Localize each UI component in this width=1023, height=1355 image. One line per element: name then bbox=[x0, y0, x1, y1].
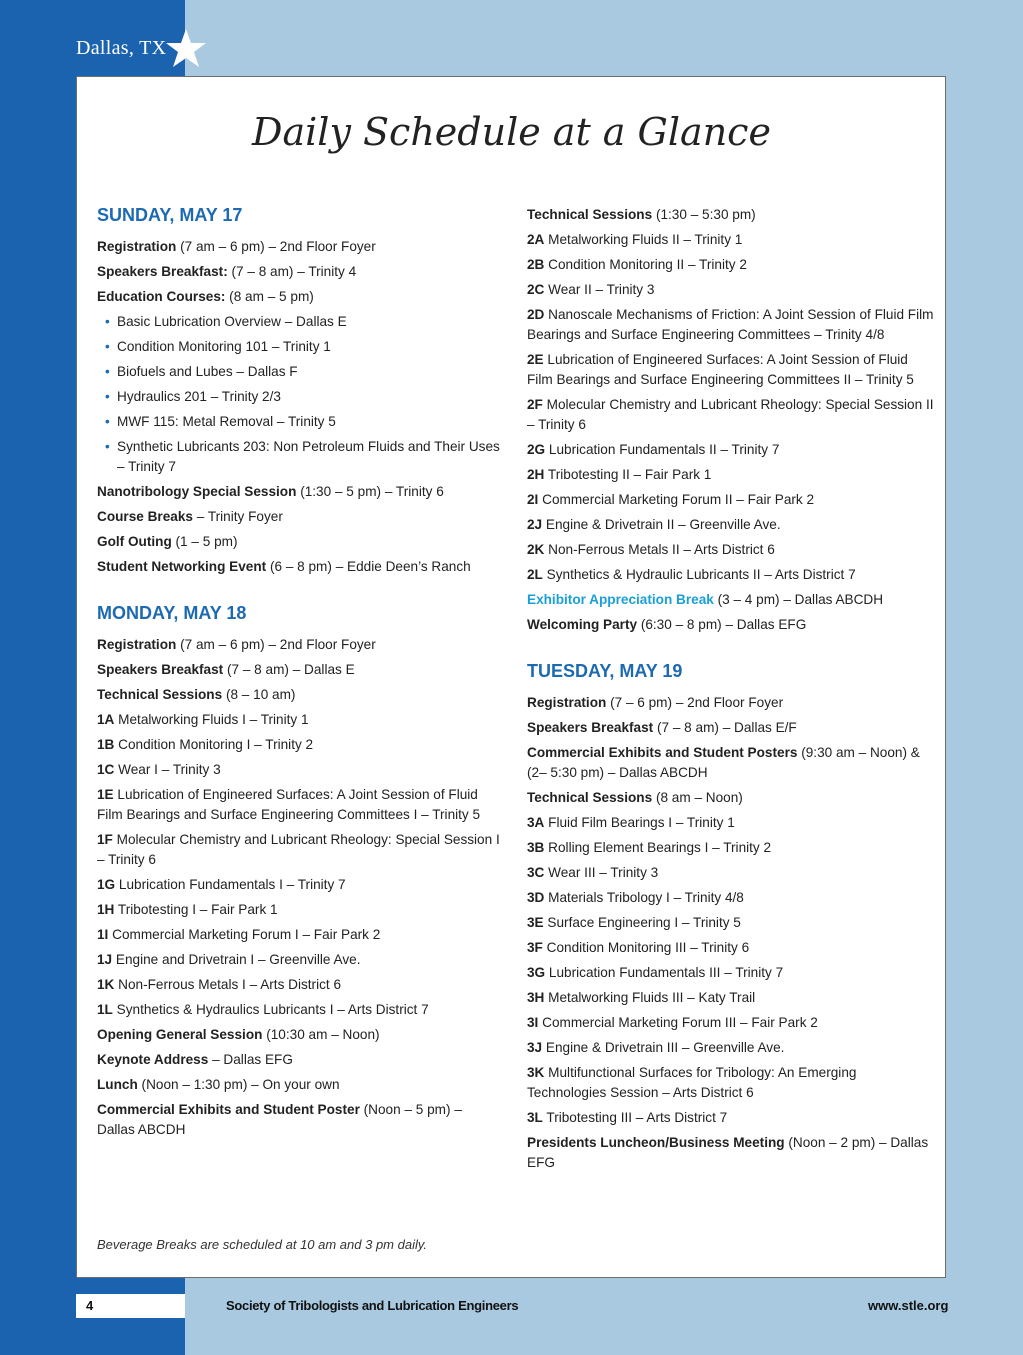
session-item: 3I Commercial Marketing Forum III – Fair Park 2 bbox=[527, 1015, 818, 1030]
session-item: 3B Rolling Element Bearings I – Trinity 2 bbox=[527, 840, 772, 855]
entry-lunch: Lunch (Noon – 1:30 pm) – On your own bbox=[97, 1077, 340, 1092]
session-item: 1K Non-Ferrous Metals I – Arts District 6 bbox=[97, 977, 342, 992]
session-item: 2B Condition Monitoring II – Trinity 2 bbox=[527, 257, 747, 272]
entry-commercial-exhibits: Commercial Exhibits and Student Posters (9:30 am – Noon) & (2– 5:30 pm) – Dallas ABCDH bbox=[527, 745, 920, 780]
session-item: 2G Lubrication Fundamentals II – Trinity 7 bbox=[527, 442, 780, 457]
entry-nanotribology: Nanotribology Special Session (1:30 – 5 pm) – Trinity 6 bbox=[97, 484, 444, 499]
list-item: • Biofuels and Lubes – Dallas F bbox=[97, 362, 502, 382]
session-item: 1H Tribotesting I – Fair Park 1 bbox=[97, 902, 278, 917]
entry-speakers-breakfast: Speakers Breakfast (7 – 8 am) – Dallas E/F bbox=[527, 720, 797, 735]
entry-student-networking: Student Networking Event (6 – 8 pm) – Eddie Deen’s Ranch bbox=[97, 559, 471, 574]
session-item: 2I Commercial Marketing Forum II – Fair Park 2 bbox=[527, 492, 815, 507]
session-item: 2F Molecular Chemistry and Lubricant Rheology: Special Session II – Trinity 6 bbox=[527, 397, 934, 432]
entry-presidents-luncheon: Presidents Luncheon/Business Meeting (Noon – 2 pm) – Dallas EFG bbox=[527, 1135, 929, 1170]
entry-registration: Registration (7 am – 6 pm) – 2nd Floor Foyer bbox=[97, 637, 376, 652]
session-item: 3G Lubrication Fundamentals III – Trinity 7 bbox=[527, 965, 784, 980]
session-item: 3H Metalworking Fluids III – Katy Trail bbox=[527, 990, 756, 1005]
session-item: 1I Commercial Marketing Forum I – Fair Park 2 bbox=[97, 927, 381, 942]
left-column bbox=[97, 205, 502, 1145]
session-item: 1J Engine and Drivetrain I – Greenville Ave. bbox=[97, 952, 361, 967]
session-item: 3J Engine & Drivetrain III – Greenville Ave. bbox=[527, 1040, 785, 1055]
entry-technical-sessions: Technical Sessions (8 – 10 am) bbox=[97, 687, 296, 702]
entry-registration: Registration (7 am – 6 pm) – 2nd Floor Foyer bbox=[97, 239, 376, 254]
list-item: • Synthetic Lubricants 203: Non Petroleum Fluids and Their Uses – Trinity 7 bbox=[97, 437, 502, 477]
entry-keynote: Keynote Address – Dallas EFG bbox=[97, 1052, 293, 1067]
entry-technical-sessions: Technical Sessions (1:30 – 5:30 pm) bbox=[527, 207, 756, 222]
session-item: 2D Nanoscale Mechanisms of Friction: A Joint Session of Fluid Film Bearings and Surface Engineering Committees – Trinity 4/8 bbox=[527, 307, 934, 342]
session-item: 1G Lubrication Fundamentals I – Trinity 7 bbox=[97, 877, 346, 892]
entry-opening-session: Opening General Session (10:30 am – Noon) bbox=[97, 1027, 380, 1042]
session-item: 3F Condition Monitoring III – Trinity 6 bbox=[527, 940, 750, 955]
session-item: 2E Lubrication of Engineered Surfaces: A Joint Session of Fluid Film Bearings and Surface Engineering Committees II – Trinity 5 bbox=[527, 352, 914, 387]
star-icon bbox=[165, 27, 207, 69]
entry-speakers-breakfast: Speakers Breakfast (7 – 8 am) – Dallas E bbox=[97, 662, 355, 677]
list-item: • Hydraulics 201 – Trinity 2/3 bbox=[97, 387, 502, 407]
day-heading-sunday: SUNDAY, MAY 17 bbox=[97, 205, 243, 225]
course-list bbox=[97, 312, 502, 477]
day-heading-tuesday: TUESDAY, MAY 19 bbox=[527, 661, 683, 681]
page-number: 4 bbox=[76, 1294, 185, 1318]
entry-commercial-exhibits: Commercial Exhibits and Student Poster (Noon – 5 pm) – Dallas ABCDH bbox=[97, 1102, 462, 1137]
beverage-note: Beverage Breaks are scheduled at 10 am and 3 pm daily. bbox=[97, 1237, 428, 1252]
session-item: 3C Wear III – Trinity 3 bbox=[527, 865, 659, 880]
list-item: • Condition Monitoring 101 – Trinity 1 bbox=[97, 337, 502, 357]
organization-name: Society of Tribologists and Lubrication Engineers bbox=[226, 1298, 519, 1313]
session-item: 3E Surface Engineering I – Trinity 5 bbox=[527, 915, 741, 930]
entry-golf-outing: Golf Outing (1 – 5 pm) bbox=[97, 534, 238, 549]
session-item: 2J Engine & Drivetrain II – Greenville Ave. bbox=[527, 517, 781, 532]
session-item: 3D Materials Tribology I – Trinity 4/8 bbox=[527, 890, 744, 905]
session-item: 2H Tribotesting II – Fair Park 1 bbox=[527, 467, 712, 482]
page-title: Daily Schedule at a Glance bbox=[252, 110, 771, 154]
session-item: 3K Multifunctional Surfaces for Tribology: An Emerging Technologies Session – Arts District 6 bbox=[527, 1065, 857, 1100]
day-heading-monday: MONDAY, MAY 18 bbox=[97, 603, 247, 623]
session-item: 3A Fluid Film Bearings I – Trinity 1 bbox=[527, 815, 735, 830]
list-item: • Basic Lubrication Overview – Dallas E bbox=[97, 312, 502, 332]
session-item: 2A Metalworking Fluids II – Trinity 1 bbox=[527, 232, 743, 247]
city-label: Dallas, TX bbox=[76, 37, 167, 59]
session-item: 1L Synthetics & Hydraulics Lubricants I – Arts District 7 bbox=[97, 1002, 429, 1017]
session-item: 2K Non-Ferrous Metals II – Arts District 6 bbox=[527, 542, 775, 557]
session-item: 2C Wear II – Trinity 3 bbox=[527, 282, 655, 297]
session-item: 1E Lubrication of Engineered Surfaces: A Joint Session of Fluid Film Bearings and Surface Engineering Committees I – Trinity 5 bbox=[97, 787, 481, 822]
session-item: 1B Condition Monitoring I – Trinity 2 bbox=[97, 737, 314, 752]
session-item: 3L Tribotesting III – Arts District 7 bbox=[527, 1110, 728, 1125]
right-column bbox=[527, 205, 937, 1178]
entry-speakers-breakfast: Speakers Breakfast: (7 – 8 am) – Trinity 4 bbox=[97, 264, 357, 279]
session-item: 1F Molecular Chemistry and Lubricant Rheology: Special Session I – Trinity 6 bbox=[97, 832, 500, 867]
entry-technical-sessions: Technical Sessions (8 am – Noon) bbox=[527, 790, 743, 805]
list-item: • MWF 115: Metal Removal – Trinity 5 bbox=[97, 412, 502, 432]
entry-registration: Registration (7 – 6 pm) – 2nd Floor Foyer bbox=[527, 695, 784, 710]
entry-welcoming-party: Welcoming Party (6:30 – 8 pm) – Dallas EFG bbox=[527, 617, 807, 632]
entry-course-breaks: Course Breaks – Trinity Foyer bbox=[97, 509, 283, 524]
entry-education-courses: Education Courses: (8 am – 5 pm) bbox=[97, 289, 314, 304]
session-item: 1C Wear I – Trinity 3 bbox=[97, 762, 221, 777]
session-item: 1A Metalworking Fluids I – Trinity 1 bbox=[97, 712, 309, 727]
website-url: www.stle.org bbox=[868, 1298, 949, 1313]
session-item: 2L Synthetics & Hydraulic Lubricants II – Arts District 7 bbox=[527, 567, 856, 582]
entry-exhibitor-break: Exhibitor Appreciation Break (3 – 4 pm) – Dallas ABCDH bbox=[527, 592, 884, 607]
